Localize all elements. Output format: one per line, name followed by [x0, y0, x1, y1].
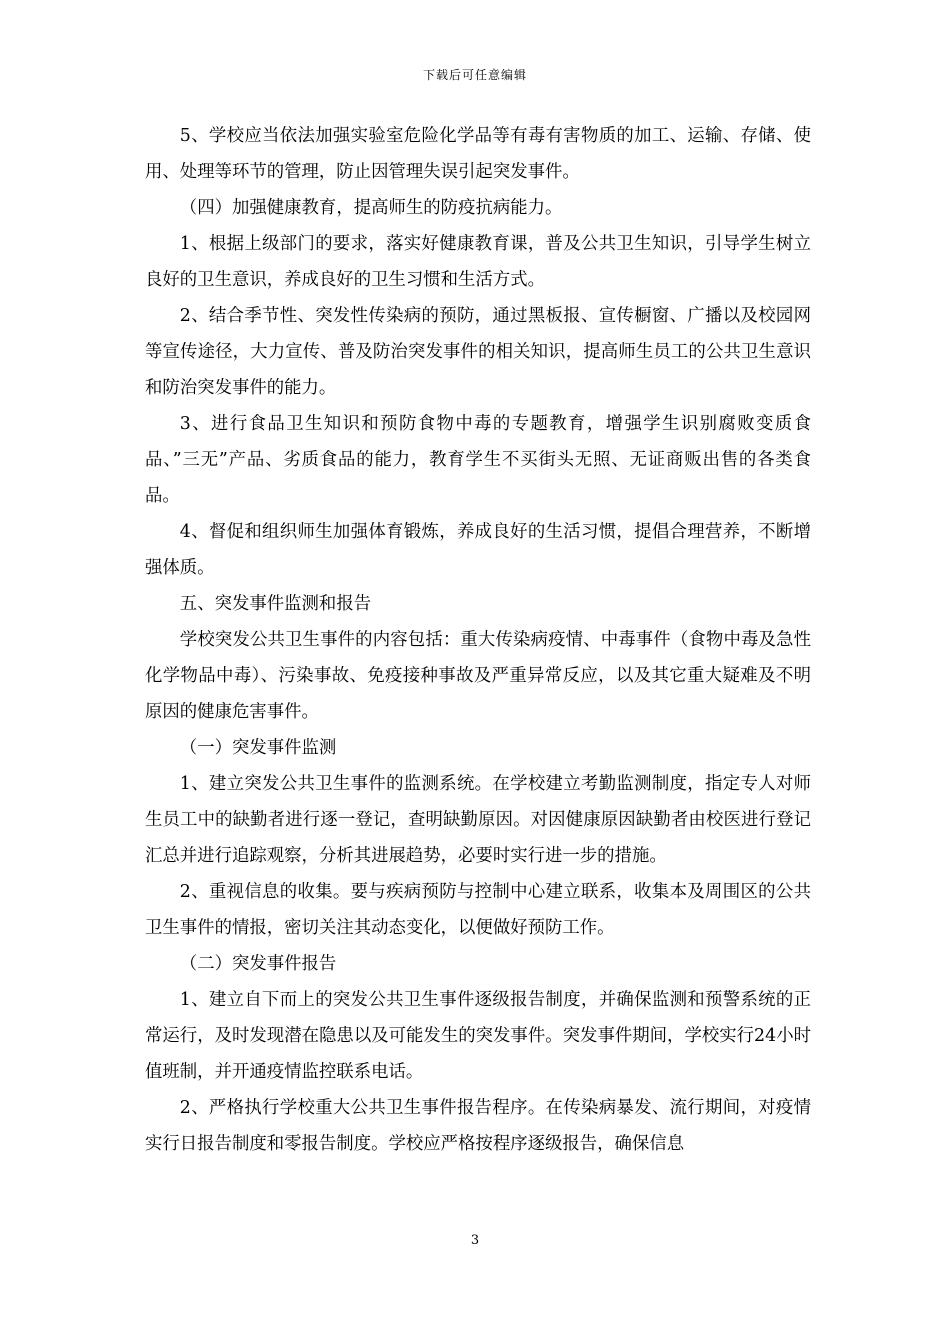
- paragraph: 2、重视信息的收集。要与疾病预防与控制中心建立联系，收集本及周围区的公共卫生事件的情报，密切关注其动态变化，以便做好预防工作。: [145, 882, 811, 938]
- paragraph: 1、根据上级部门的要求，落实好健康教育课，普及公共卫生知识，引导学生树立良好的卫生意识，养成良好的卫生习惯和生活方式。: [145, 234, 811, 290]
- paragraph: 5、学校应当依法加强实验室危险化学品等有毒有害物质的加工、运输、存储、使用、处理等环节的管理，防止因管理失误引起突发事件。: [145, 126, 811, 182]
- paragraph: 1、建立自下而上的突发公共卫生事件逐级报告制度，并确保监测和预警系统的正常运行，及时发现潜在隐患以及可能发生的突发事件。突发事件期间，学校实行24小时值班制，并开通疫情监控联系电话。: [145, 990, 811, 1082]
- header-note: 下载后可任意编辑: [422, 68, 527, 82]
- section-heading: （一）突发事件监测: [179, 738, 337, 758]
- paragraph: 学校突发公共卫生事件的内容包括：重大传染病疫情、中毒事件（食物中毒及急性化学物品中毒）、污染事故、免疫接种事故及严重异常反应，以及其它重大疑难及不明原因的健康危害事件。: [145, 630, 811, 722]
- paragraph: 1、建立突发公共卫生事件的监测系统。在学校建立考勤监测制度，指定专人对师生员工中的缺勤者进行逐一登记，查明缺勤原因。对因健康原因缺勤者由校医进行登记汇总并进行追踪观察，分析其进展趋势，必要时实行进一步的措施。: [145, 774, 811, 866]
- section-heading: （二）突发事件报告: [179, 954, 337, 974]
- section-heading: 五、突发事件监测和报告: [179, 594, 372, 614]
- paragraph: 2、结合季节性、突发性传染病的预防，通过黑板报、宣传橱窗、广播以及校园网等宣传途径，大力宣传、普及防治突发事件的相关知识，提高师生员工的公共卫生意识和防治突发事件的能力。: [145, 306, 811, 398]
- paragraph: 2、严格执行学校重大公共卫生事件报告程序。在传染病暴发、流行期间，对疫情实行日报告制度和零报告制度。学校应严格按程序逐级报告，确保信息: [145, 1098, 811, 1154]
- paragraph: 4、督促和组织师生加强体育锻炼，养成良好的生活习惯，提倡合理营养，不断增强体质。: [145, 522, 811, 578]
- section-heading: （四）加强健康教育，提高师生的防疫抗病能力。: [179, 198, 563, 218]
- page-number: 3: [470, 1233, 480, 1248]
- paragraph: 3、进行食品卫生知识和预防食物中毒的专题教育，增强学生识别腐败变质食品、”三无”产品、劣质食品的能力，教育学生不买街头无照、无证商贩出售的各类食品。: [145, 414, 811, 506]
- document-body: [145, 118, 811, 1162]
